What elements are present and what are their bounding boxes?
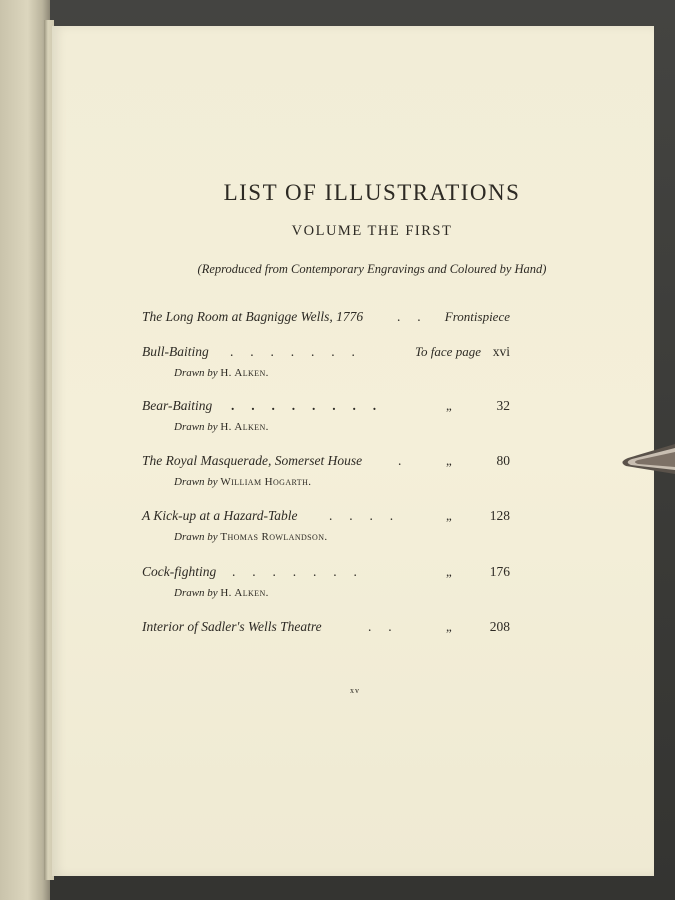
credit-prefix: Drawn by bbox=[174, 587, 218, 599]
leader-dots: . . . . . . . bbox=[230, 344, 355, 359]
volume-subtitle: VOLUME THE FIRST bbox=[291, 223, 453, 239]
page-reference: 80 bbox=[496, 453, 510, 468]
ditto-mark: „ bbox=[446, 453, 452, 468]
credit-prefix: Drawn by bbox=[174, 531, 218, 543]
page-reference: 128 bbox=[489, 508, 510, 523]
page-title: LIST OF ILLUSTRATIONS bbox=[223, 180, 521, 205]
leader-dots: . . bbox=[368, 619, 392, 634]
artist-name: H. Alken. bbox=[220, 587, 269, 599]
illustration-title: Cock-fighting bbox=[142, 564, 217, 579]
illustration-entry bbox=[142, 344, 510, 364]
leader-dots: . . . . bbox=[329, 508, 394, 523]
artist-credit bbox=[174, 421, 269, 433]
illustration-title: The Long Room at Bagnigge Wells, 1776 bbox=[142, 309, 364, 324]
book-page bbox=[52, 26, 654, 876]
artist-credit bbox=[174, 531, 328, 543]
leader-dots: . . . . . . . bbox=[232, 564, 357, 579]
artist-name: Thomas Rowlandson. bbox=[220, 531, 328, 543]
credit-prefix: Drawn by bbox=[174, 476, 218, 488]
page-number: xv bbox=[350, 686, 360, 695]
illustration-title: The Royal Masquerade, Somerset House bbox=[142, 453, 363, 468]
artist-credit bbox=[174, 476, 311, 488]
page-reference: 208 bbox=[489, 619, 510, 634]
ditto-mark: „ bbox=[446, 398, 452, 413]
illustration-title: A Kick-up at a Hazard-Table bbox=[142, 508, 298, 523]
illustration-entry bbox=[142, 508, 510, 528]
page-reference: Frontispiece bbox=[444, 309, 510, 324]
illustration-entry bbox=[142, 619, 510, 639]
leader-dots: . . . . . . . . bbox=[231, 398, 377, 413]
artist-name: H. Alken. bbox=[220, 367, 269, 379]
page-reference: 176 bbox=[489, 564, 510, 579]
page-clip-icon bbox=[618, 440, 675, 480]
illustration-entry bbox=[142, 398, 510, 418]
illustration-title: Bull-Baiting bbox=[142, 344, 209, 359]
artist-name: William Hogarth. bbox=[220, 476, 312, 488]
page-reference: xvi bbox=[492, 344, 510, 359]
leader-dots: . bbox=[398, 453, 402, 468]
ditto-mark: „ bbox=[446, 508, 452, 523]
page-prefix: To face page bbox=[415, 344, 481, 359]
page-reference: 32 bbox=[496, 398, 510, 413]
illustration-title: Bear-Baiting bbox=[142, 398, 213, 413]
ditto-mark: „ bbox=[446, 619, 452, 634]
leader-dots: . . bbox=[397, 309, 421, 324]
artist-credit bbox=[174, 367, 269, 379]
ditto-mark: „ bbox=[446, 564, 452, 579]
artist-credit bbox=[174, 587, 269, 599]
reproduction-note: (Reproduced from Contemporary Engravings and Coloured by Hand) bbox=[197, 262, 547, 276]
left-page-edge bbox=[0, 0, 50, 900]
credit-prefix: Drawn by bbox=[174, 421, 218, 433]
artist-name: H. Alken. bbox=[220, 421, 269, 433]
illustration-entry bbox=[142, 309, 510, 329]
illustration-entry bbox=[142, 453, 510, 473]
illustration-entry bbox=[142, 564, 510, 584]
credit-prefix: Drawn by bbox=[174, 367, 218, 379]
illustration-title: Interior of Sadler's Wells Theatre bbox=[142, 619, 322, 634]
